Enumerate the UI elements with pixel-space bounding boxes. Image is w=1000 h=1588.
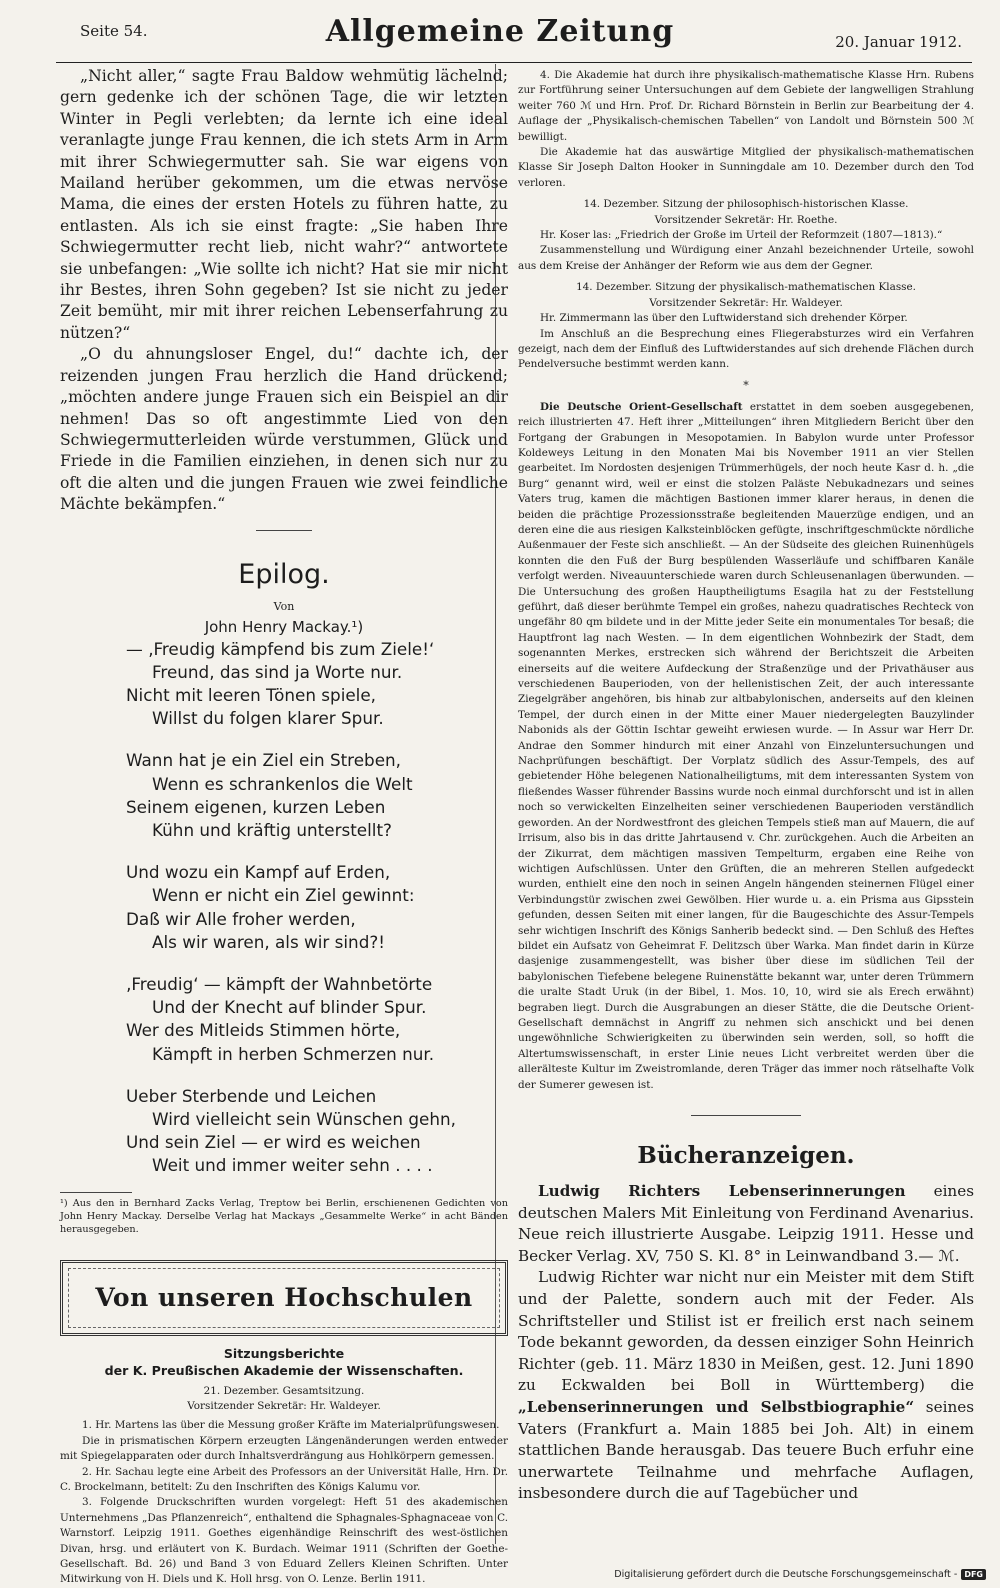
poem-line: Wenn er nicht ein Ziel gewinnt: <box>152 885 415 906</box>
poem-line: Weit und immer weiter sehn . . . . <box>152 1155 433 1176</box>
poem-line: ‚Freudig‘ — kämpft der Wahnbetörte <box>126 973 433 994</box>
poem-line: Und wozu ein Kampf auf Erden, <box>126 862 391 883</box>
poem-line: Ueber Sterbende und Leichen <box>126 1085 377 1106</box>
report-item: Hr. Zimmermann las über den Luftwiderstand sich drehender Körper. <box>540 312 908 325</box>
report-item: Hr. Koser las: „Friedrich der Große im Urteil der Reformzeit (1807—1813).“ <box>540 229 943 242</box>
poem-line: Willst du folgen klarer Spur. <box>152 708 384 729</box>
poem-line: Daß wir Alle froher werden, <box>126 908 356 929</box>
poem-byline-von: Von <box>273 599 295 613</box>
book-section-title: Bücheranzeigen. <box>637 1142 855 1169</box>
orient-lead: Die Deutsche Orient-Gesellschaft <box>540 400 743 413</box>
page-number: Seite 54. <box>80 22 148 40</box>
poem-line: Wann hat je ein Ziel ein Streben, <box>126 750 401 771</box>
poem-line: Wer des Mitleids Stimmen hörte, <box>126 1020 401 1041</box>
header-rule <box>56 62 972 63</box>
review-text: Ludwig Richter war nicht nur ein Meister mit dem Stift und der Palette, sondern auch mit der Feder. Als Schriftsteller und Stilist ist er freilich erst nach seinem Tode bekannt geworden, da dessen einziger Sohn Heinrich Richter (geb. 11. März 1830 in Meißen, gest. 12. Juni 1890 zu Eckwalden bei Boll in Württemberg) die <box>518 1268 974 1395</box>
book-review <box>518 1267 974 1505</box>
report-subheading: der K. Preußischen Akademie der Wissenschaften. <box>104 1362 464 1378</box>
credit-text: Digitalisierung gefördert durch die Deutsche Forschungsgemeinschaft - <box>614 1569 958 1580</box>
dfg-logo-icon: DFG <box>961 1569 986 1580</box>
report-item: Die in prismatischen Körpern erzeugten Längenänderungen werden entweder mit Spiegelapparaten oder durch Inhaltsverdrängung aus Hohlkörpern gemessen. <box>60 1434 508 1463</box>
book-title: Ludwig Richters Lebenserinnerungen <box>538 1182 906 1200</box>
report-item: 2. Hr. Sachau legte eine Arbeit des Professors an der Universität Halle, Hrn. Dr. C. Brockelmann, betitelt: Zu den Inschriften des Königs Kalumu vor. <box>60 1465 508 1494</box>
footnote: ¹) Aus den in Bernhard Zacks Verlag, Treptow bei Berlin, erschienenen Gedichten von John Henry Mackay. Derselbe Verlag hat Mackays „Gesammelte Werke“ in acht Bänden herausgegeben. <box>60 1197 508 1235</box>
poem-stanza <box>126 1085 508 1178</box>
session-chair: Vorsitzender Sekretär: Hr. Waldeyer. <box>187 1400 381 1412</box>
report-item: Zusammenstellung und Würdigung einer Anzahl bezeichnender Urteile, sowohl aus dem Kreise der Anhänger der Reform wie aus dem der Gegner. <box>518 244 974 272</box>
review-quoted-title: „Lebenserinnerungen und Selbstbiographie“ <box>518 1397 915 1416</box>
poem-line: Wird vielleicht sein Wünschen gehn, <box>152 1108 456 1129</box>
poem-line: Freund, das sind ja Worte nur. <box>152 661 403 682</box>
poem-line: Kühn und kräftig unterstellt? <box>152 819 392 840</box>
poem-line: — ‚Freudig kämpfend bis zum Ziele!‘ <box>126 638 435 659</box>
session-date: 14. Dezember. Sitzung der philosophisch-historischen Klasse. <box>583 198 909 211</box>
report-item: 1. Hr. Martens las über die Messung großer Kräfte im Materialprüfungswesen. <box>82 1419 500 1432</box>
book-entry <box>518 1181 974 1267</box>
session-date: 14. Dezember. Sitzung der physikalisch-mathematischen Klasse. <box>576 281 916 294</box>
poem-line: Als wir waren, als wir sind?! <box>152 931 385 952</box>
report-item: 4. Die Akademie hat durch ihre physikalisch-mathematische Klasse Hrn. Rubens zur Fortführung seiner Untersuchungen auf dem Gebiete der langwelligen Strahlung weiter 760 ℳ und Hrn. Prof. Dr. Richard Börnstein in Berlin zur Bearbeitung der 4. Auflage der „Physikalisch-chemischen Tabellen“ von Landolt und Börnstein 500 ℳ bewilligt. <box>518 69 974 143</box>
poem-stanza <box>126 638 508 731</box>
poem-title: Epilog. <box>238 558 330 590</box>
poem-stanza <box>126 973 508 1066</box>
session-chair: Vorsitzender Sekretär: Hr. Roethe. <box>654 213 838 226</box>
story-paragraph: „O du ahnungsloser Engel, du!“ dachte ich, der reizenden jungen Frau herzlich die Hand drückend; „möchten andere junge Frauen sich ein Beispiel an dir nehmen! Das so oft angestimmte Lied von den Schwiegermutterleiden würde verstummen, Glück und Friede in die Familien einziehen, in denen sich nur zu oft die alten und die jungen Frauen wie zwei feindliche Mächte bekämpfen.“ <box>60 345 508 514</box>
report-item: 3. Folgende Druckschriften wurden vorgelegt: Heft 51 des akademischen Unternehmens „Das Pflanzenreich“, enthaltend die Sphagnales-Sphagnaceae von C. Warnstorf. Leipzig 1911. Goethes eigenhändige Reinschrift des west-östlichen Divan, hrsg. und erläutert von K. Burdach. Weimar 1911 (Schriften der Goethe-Gesellschaft. Bd. 26) und Band 3 von Eduard Zellers Kleinen Schriften. Unter Mitwirkung von H. Diels und K. Holl hrsg. von O. Lenze. Berlin 1911. <box>60 1496 508 1586</box>
section-banner <box>60 1260 508 1336</box>
poem-stanza <box>126 749 508 842</box>
poem-stanza <box>126 861 508 954</box>
poem-line: Und sein Ziel — er wird es weichen <box>126 1132 421 1153</box>
story-paragraph: „Nicht aller,“ sagte Frau Baldow wehmütig lächelnd; gern gedenke ich der schönen Tage, die wir letzten Winter in Pegli verlebten; da lernte ich eine ideal veranlagte junge Frau kennen, die ich stets Arm in Arm mit ihrer Schwiegermutter sah. Sie war eigens von Mailand herüber gekommen, um die etwas nervöse Mama, die eines der ersten Hotels zu führen hatte, zu entlasten. Als ich sie einst fragte: „Sie haben Ihre Schwiegermutter recht lieb, nicht wahr?“ antwortete sie unbefangen: „Wie sollte ich nicht? Hat sie mir nicht ihr Bestes, ihren Sohn gegeben? Ist sie nicht zu jeder Zeit bemüht, mir mit ihrer reichen Lebenserfahrung zu nützen?“ <box>60 67 508 342</box>
report-heading: Sitzungsberichte <box>223 1345 345 1361</box>
poem-line: Kämpft in herben Schmerzen nur. <box>152 1043 435 1064</box>
book-details: eines deutschen Malers Mit Einleitung von Ferdinand Avenarius. Neue reich illustrierte Ausgabe. Leipzig 1911. Hesse und Becker Verlag. XV, 750 S. Kl. 8° in Leinwandband 3.— ℳ. <box>518 1182 974 1265</box>
poem-line: Nicht mit leeren Tönen spiele, <box>126 684 377 705</box>
review-text-cont: seines Vaters (Frankfurt a. Main 1885 bei Joh. Alt) in einem stattlichen Bande herausgab. Das teuere Buch erfuhr eine unerwartete Teilnahme und mehrfache Auflagen, insbesondere durch die auf Tagebücher und <box>518 1397 975 1503</box>
section-rule <box>691 1115 801 1116</box>
newspaper-title: Allgemeine Zeitung <box>325 14 675 49</box>
poem-line: Wenn es schrankenlos die Welt <box>152 773 413 794</box>
session-date: 21. Dezember. Gesamtsitzung. <box>203 1384 365 1397</box>
orient-report <box>518 400 974 1093</box>
right-column <box>518 68 974 1505</box>
poem-author: John Henry Mackay.¹) <box>204 617 364 636</box>
digitization-credit <box>614 1569 986 1580</box>
separator-asterisk: * <box>743 378 749 392</box>
poem-line: Und der Knecht auf blinder Spur. <box>152 997 427 1018</box>
issue-date: 20. Januar 1912. <box>835 33 962 51</box>
left-column <box>60 66 508 1588</box>
section-banner-title: Von unseren Hochschulen <box>95 1283 473 1313</box>
session-chair: Vorsitzender Sekretär: Hr. Waldeyer. <box>649 296 843 309</box>
footnote-rule <box>60 1192 132 1193</box>
report-item: Die Akademie hat das auswärtige Mitglied der physikalisch-mathematischen Klasse Sir Joseph Dalton Hooker in Sunningdale am 10. Dezember durch den Tod verloren. <box>518 146 974 189</box>
section-rule <box>256 530 312 531</box>
report-item: Im Anschluß an die Besprechung eines Fliegerabsturzes wird ein Verfahren gezeigt, nach dem der Einfluß des Luftwiderstandes auf sich drehende Flächen durch Pendelversuche bestimmt werden kann. <box>518 327 974 371</box>
poem-line: Seinem eigenen, kurzen Leben <box>126 796 386 817</box>
orient-text: erstattet in dem soeben ausgegebenen, reich illustrierten 47. Heft ihrer „Mitteilungen“ ihren Mitgliedern Bericht über den Fortgang der Grabungen in Mesopotamien. In Babylon wurde unter Professor Koldeweys Leitung in den Monaten Mai bis November 1911 an vier Stellen gearbeitet. Im Nordosten desjenigen Trümmerhügels, der noch heute Kasr d. h. „die Burg“ genannt wird, weil er einst die stolzen Paläste Nebukadnezars und seines Vaters trug, kamen die mächtigen Bastionen immer klarer heraus, in denen die beiden die prächtige Prozessionsstraße begleitenden Mauerzüge endigen, und an deren eine die aus riesigen Kalksteinblöcken gefügte, inschriftgeschmückte nördliche Außenmauer der Feste sich anschließt. — An der Südseite des gleichen Ruinenhügels konnten die den Fuß der Burg bespülenden Wasserläufe und schiffbaren Kanäle verfolgt werden. Niveauunterschiede waren durch Schleusenanlagen überwunden. — Die Untersuchung des großen Hauptheiligtums Esagila hat zu der Feststellung geführt, daß dieser berühmte Tempel ein großes, nahezu quadratisches Rechteck von ungefähr 80 qm bildete und in der Mitte jeder Seite ein monumentales Tor besaß; die Hauptfront lag nach Westen. — In dem eigentlichen Wohnbezirk der Stadt, dem sogenannten Merkes, erstrecken sich während der Berichtszeit die Arbeiten einerseits auf die weitere Aufdeckung der Straßenzüge und der Privathäuser aus verschiedenen Bauperioden, von der hellenistischen Zeit, der auch interessante Ziegelgräber angehören, bis hinab zur altbabylonischen, anderseits auf den kleinen Tempel, der durch einen in der Mitte einer Mauer niedergelegten Bauzylinder Nabonids als der Göttin Ischtar geweiht erwiesen wurde. — In Assur war Herr Dr. Andrae den Sommer hindurch mit einer Anzahl von Einzeluntersuchungen und Nachprüfungen beschäftigt. Der Vorplatz südlich des Assur-Tempels, des auf gebietender Höhe belegenen Nationalheiligtums, mit dem interessanten System von fließendes Wasser führender Bassins wurde noch einmal durchforscht und ist in allen noch so verwickelten Einzelheiten seiner verschiedenen Bauperioden verständlich geworden. An der Nordwestfront des gleichen Tempels stieß man auf Mauern, die auf Irrisum, also bis in das dritte Jahrtausend v. Chr. zurückgehen. Auch die Arbeiten an der Zikurrat, dem mächtigen massiven Tempelturm, ergaben eine Reihe von wichtigen Aufschlüssen. Unter den Grüften, die an mehreren Stellen aufgedeckt wurden, enthielt eine den noch in seinen Angeln hängenden steinernen Flügel einer Verbindungstür zwischen zwei Gewölben. Hier wurde u. a. ein Prisma aus Gipsstein gefunden, dessen Seiten mit einer langen, für die Baugeschichte des Assur-Tempels sehr wichtigen Inschrift des Königs Sanherib bedeckt sind. — Den Schluß des Heftes bildet ein Aufsatz von Geheimrat F. Delitzsch über Warka. Man findet darin in Kürze dasjenige zusammengestellt, was bisher über diese im südlichen Teil der babylonischen Tiefebene belegene Ruinenstätte bekannt war, unter deren Trümmern die uralte Stadt Uruk (in der Bibel, 1. Mos. 10, 10, wird sie als Erech erwähnt) begraben liegt. Durch die Ausgrabungen an dieser Stätte, die die Deutsche Orient-Gesellschaft demnächst in Angriff zu nehmen sich anschickt und bei denen ungewöhnliche Schwierigkeiten zu überwinden sein werden, soll, so hofft die Altertumswissenschaft, in erster Linie neues Licht verbreitet werden über die allerälteste Kultur im Zweistromlande, deren Träger das immer noch rätselhafte Volk der Sumerer gewesen ist. <box>518 400 974 1091</box>
